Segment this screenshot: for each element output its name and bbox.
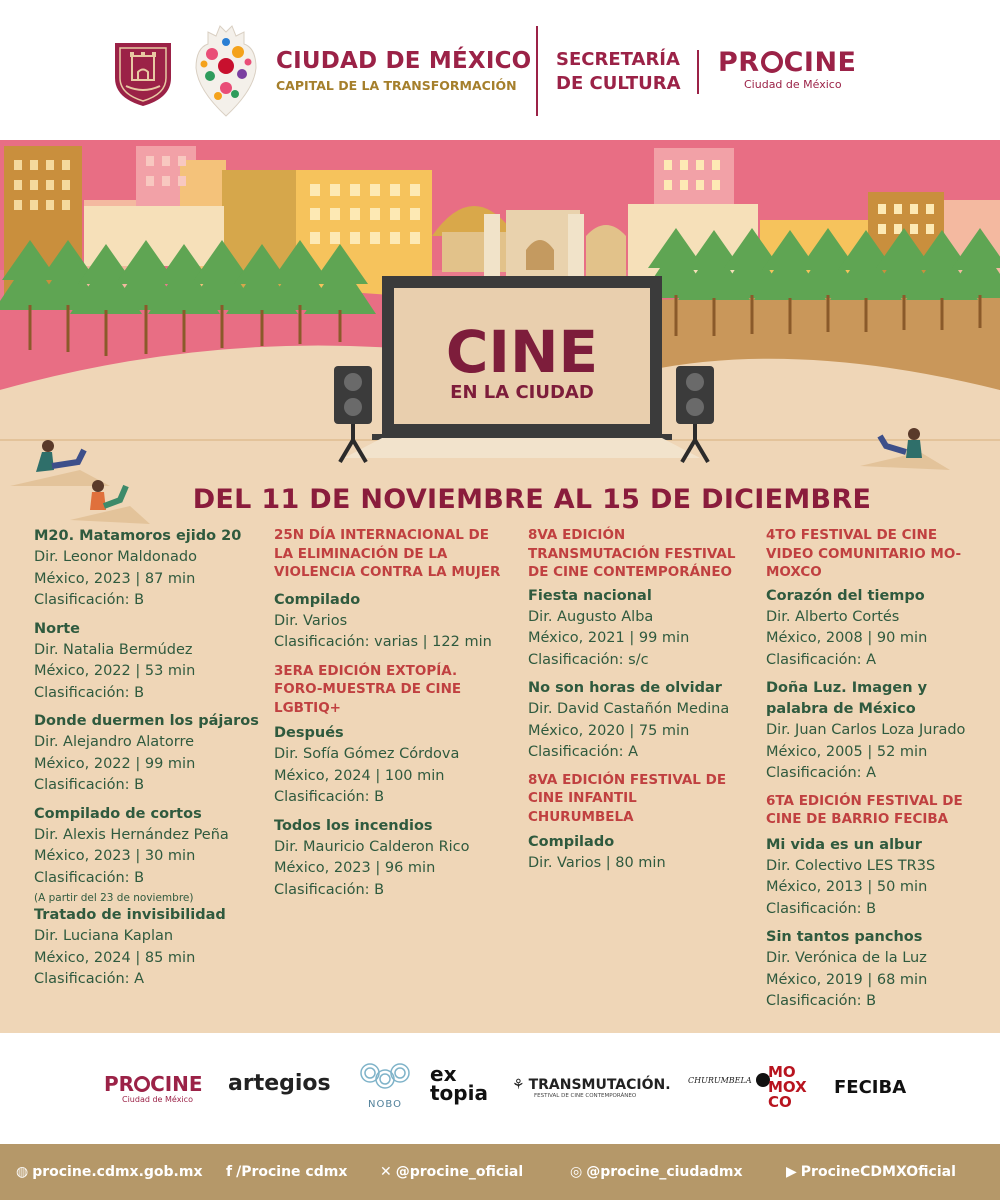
film-director: Dir. Mauricio Calderon Rico	[274, 838, 470, 855]
film-reel-icon	[134, 1076, 150, 1092]
film-classification: Clasificación: B	[34, 684, 145, 701]
film-title: Compilado	[528, 834, 615, 850]
film-title: Todos los incendios	[274, 817, 433, 834]
film-classification: Clasificación: B	[766, 900, 877, 917]
procine-city: Ciudad de México	[744, 78, 842, 91]
film-title: Norte	[34, 620, 81, 637]
sponsor-artegios: artegios	[228, 1071, 331, 1096]
film-classification: Clasificación: A	[766, 765, 877, 781]
social-footer	[0, 1144, 1000, 1200]
date-range-text: DEL 11 DE NOVIEMBRE AL 15 DE DICIEMBRE	[192, 484, 872, 515]
sponsor-procine	[104, 1073, 203, 1104]
procine-logo	[718, 48, 888, 91]
film-entry	[34, 905, 270, 991]
procine-left: PR	[718, 47, 760, 78]
film-meta: México, 2021 | 99 min	[528, 630, 690, 646]
footer-x[interactable]	[380, 1164, 523, 1180]
column-3	[528, 526, 764, 882]
film-entry	[274, 816, 524, 902]
film-meta: México, 2020 | 75 min	[528, 722, 690, 739]
film-director: Dir. Varios	[274, 612, 348, 629]
film-classification: Clasificación: B	[274, 881, 385, 898]
sponsor-feciba: FECIBA	[834, 1077, 907, 1098]
secretaria-line1: SECRETARÍA	[556, 49, 680, 70]
section-heading: 8VA EDICIÓN TRANSMUTACIÓN FESTIVAL DE CINE CONTEMPORÁNEO	[528, 527, 736, 580]
sponsor-momoxco-3: CO	[768, 1093, 792, 1111]
film-title: Doña Luz. Imagen y palabra de México	[766, 680, 928, 717]
film-meta: México, 2023 | 96 min	[274, 860, 436, 876]
film-meta: México, 2022 | 53 min	[34, 663, 196, 679]
film-meta: México, 2019 | 68 min	[766, 971, 928, 988]
film-classification: Clasificación: B	[34, 592, 145, 608]
cdmx-title: CIUDAD DE MÉXICO	[276, 48, 532, 74]
header	[0, 0, 1000, 140]
sponsor-procine-city: Ciudad de México	[122, 1095, 193, 1104]
film-entry	[528, 832, 764, 875]
header-divider-2	[697, 50, 699, 94]
sponsor-momoxco-1: MO	[768, 1063, 796, 1081]
film-entry	[34, 711, 270, 797]
film-director: Dir. Juan Carlos Loza Jurado	[766, 722, 966, 738]
cdmx-wordmark	[276, 48, 531, 93]
sponsor-transmutacion-text: TRANSMUTACIÓN.	[528, 1077, 671, 1093]
film-meta: México, 2008 | 90 min	[766, 630, 928, 646]
film-title: Compilado de cortos	[34, 805, 202, 822]
film-entry	[34, 804, 270, 890]
column-1	[34, 526, 270, 998]
footer-facebook-text: /Procine cdmx	[236, 1164, 348, 1180]
film-entry	[766, 835, 996, 921]
instagram-icon: ◎	[570, 1164, 583, 1180]
sponsor-momoxco-2: MOX	[768, 1078, 807, 1096]
film-classification: Clasificación: B	[34, 777, 145, 793]
film-title: Fiesta nacional	[528, 587, 652, 604]
film-classification: Clasificación: B	[766, 993, 877, 1009]
facebook-icon: f	[226, 1164, 233, 1180]
film-director: Dir. Alberto Cortés	[766, 608, 900, 625]
film-title: Mi vida es un albur	[766, 836, 922, 853]
secretaria-line2: DE CULTURA	[556, 73, 681, 94]
film-entry	[528, 586, 764, 672]
sponsor-procine-left: PR	[104, 1072, 135, 1096]
film-director: Dir. Augusto Alba	[528, 608, 654, 625]
film-title: Compilado	[274, 591, 361, 608]
film-meta: México, 2022 | 99 min	[34, 755, 196, 772]
film-classification: Clasificación: B	[274, 789, 385, 805]
film-director: Dir. Leonor Maldonado	[34, 549, 197, 565]
film-meta: México, 2005 | 52 min	[766, 743, 928, 760]
column-2	[274, 526, 524, 908]
film-director: Dir. Alexis Hernández Peña	[34, 826, 229, 843]
section-heading: 25N DÍA INTERNACIONAL DE LA ELIMINACIÓN DE LA VIOLENCIA CONTRA LA MUJER	[274, 527, 501, 580]
x-icon: ✕	[380, 1164, 392, 1180]
sponsor-nobo	[358, 1061, 412, 1110]
sponsor-transmutacion	[512, 1077, 671, 1099]
sponsor-churumbela	[688, 1073, 770, 1087]
column-4	[766, 526, 996, 1020]
city-cinema-illustration	[0, 140, 1000, 530]
film-meta: México, 2024 | 100 min	[274, 767, 445, 784]
film-entry	[766, 927, 996, 1013]
film-entry	[274, 590, 524, 654]
film-entry	[34, 526, 270, 612]
film-title: Corazón del tiempo	[766, 587, 925, 604]
sponsor-bar	[0, 1033, 1000, 1144]
film-classification: Clasificación: s/c	[528, 651, 649, 668]
film-director: Dir. Natalia Bermúdez	[34, 641, 193, 658]
sponsor-churumbela-text: CHURUMBELA	[688, 1075, 752, 1085]
sponsor-nobo-text: NOBO	[368, 1099, 402, 1110]
section-heading: 8VA EDICIÓN FESTIVAL DE CINE INFANTIL CHURUMBELA	[528, 771, 727, 825]
film-director: Dir. Alejandro Alatorre	[34, 734, 195, 750]
film-title: Donde duermen los pájaros	[34, 713, 259, 729]
film-entry	[766, 678, 996, 785]
sponsor-momoxco	[768, 1065, 807, 1110]
date-note: (A partir del 23 de noviembre)	[34, 892, 194, 904]
film-director: Dir. Luciana Kaplan	[34, 928, 174, 944]
date-range-title	[0, 484, 1000, 515]
film-title: Después	[274, 725, 344, 741]
footer-web-text: procine.cdmx.gob.mx	[32, 1164, 203, 1180]
film-director: Dir. Colectivo LES TR3S	[766, 857, 936, 874]
film-title: Tratado de invisibilidad	[34, 907, 226, 923]
cdmx-subtitle: CAPITAL DE LA TRANSFORMACIÓN	[276, 78, 517, 93]
footer-instagram[interactable]	[570, 1164, 743, 1180]
film-reel-icon	[761, 51, 783, 73]
film-meta: México, 2024 | 85 min	[34, 949, 196, 966]
section-heading: 4TO FESTIVAL DE CINE VIDEO COMUNITARIO MO-MOXCO	[766, 527, 962, 580]
footer-instagram-text: @procine_ciudadmx	[586, 1164, 743, 1180]
footer-x-text: @procine_oficial	[395, 1164, 524, 1180]
secretaria-wordmark	[556, 48, 681, 96]
film-entry	[274, 723, 524, 809]
film-title: Sin tantos panchos	[766, 929, 923, 945]
footer-youtube-text: ProcineCDMXOficial	[800, 1164, 956, 1180]
nobo-logo-icon	[358, 1061, 412, 1095]
film-entry	[528, 678, 764, 764]
sponsor-extopia-top: ex	[430, 1062, 457, 1086]
sponsor-transmutacion-sub: FESTIVAL DE CINE CONTEMPORÁNEO	[534, 1093, 637, 1099]
hero-subtitle: EN LA CIUDAD	[450, 382, 594, 403]
transmutacion-icon: ⚘	[512, 1077, 525, 1093]
film-classification: Clasificación: A	[528, 744, 639, 760]
film-director: Dir. Varios | 80 min	[528, 855, 666, 871]
footer-web[interactable]	[16, 1164, 203, 1180]
section-heading: 3ERA EDICIÓN EXTOPÍA. FORO-MUESTRA DE CINE LGBTIQ+	[274, 662, 462, 716]
film-entry	[34, 619, 270, 705]
film-classification: Clasificación: B	[34, 869, 145, 886]
procine-right: CINE	[783, 47, 857, 78]
sponsor-extopia-bottom: topia	[430, 1081, 488, 1105]
globe-icon: ◍	[16, 1164, 29, 1180]
header-divider	[536, 26, 538, 116]
hero-title: CINE	[445, 318, 599, 386]
sponsor-procine-right: CINE	[150, 1072, 203, 1096]
sponsor-extopia	[430, 1062, 488, 1105]
heart-logo-icon	[190, 24, 262, 118]
film-meta: México, 2023 | 30 min	[34, 848, 196, 864]
film-classification: Clasificación: A	[766, 651, 877, 668]
film-meta: México, 2013 | 50 min	[766, 879, 928, 895]
cdmx-shield-icon	[112, 40, 174, 108]
film-classification: Clasificación: A	[34, 971, 145, 987]
film-director: Dir. David Castañón Medina	[528, 701, 730, 717]
film-meta: Clasificación: varias | 122 min	[274, 634, 492, 650]
film-entry	[766, 586, 996, 672]
youtube-icon: ▶	[786, 1164, 797, 1180]
film-director: Dir. Verónica de la Luz	[766, 950, 927, 966]
section-heading: 6TA EDICIÓN FESTIVAL DE CINE DE BARRIO FECIBA	[766, 792, 963, 827]
film-title: M20. Matamoros ejido 20	[34, 528, 242, 544]
footer-facebook[interactable]	[226, 1164, 347, 1180]
film-title: No son horas de olvidar	[528, 680, 722, 696]
film-director: Dir. Sofía Gómez Córdova	[274, 746, 460, 762]
film-meta: México, 2023 | 87 min	[34, 570, 196, 587]
footer-youtube[interactable]	[786, 1164, 956, 1180]
